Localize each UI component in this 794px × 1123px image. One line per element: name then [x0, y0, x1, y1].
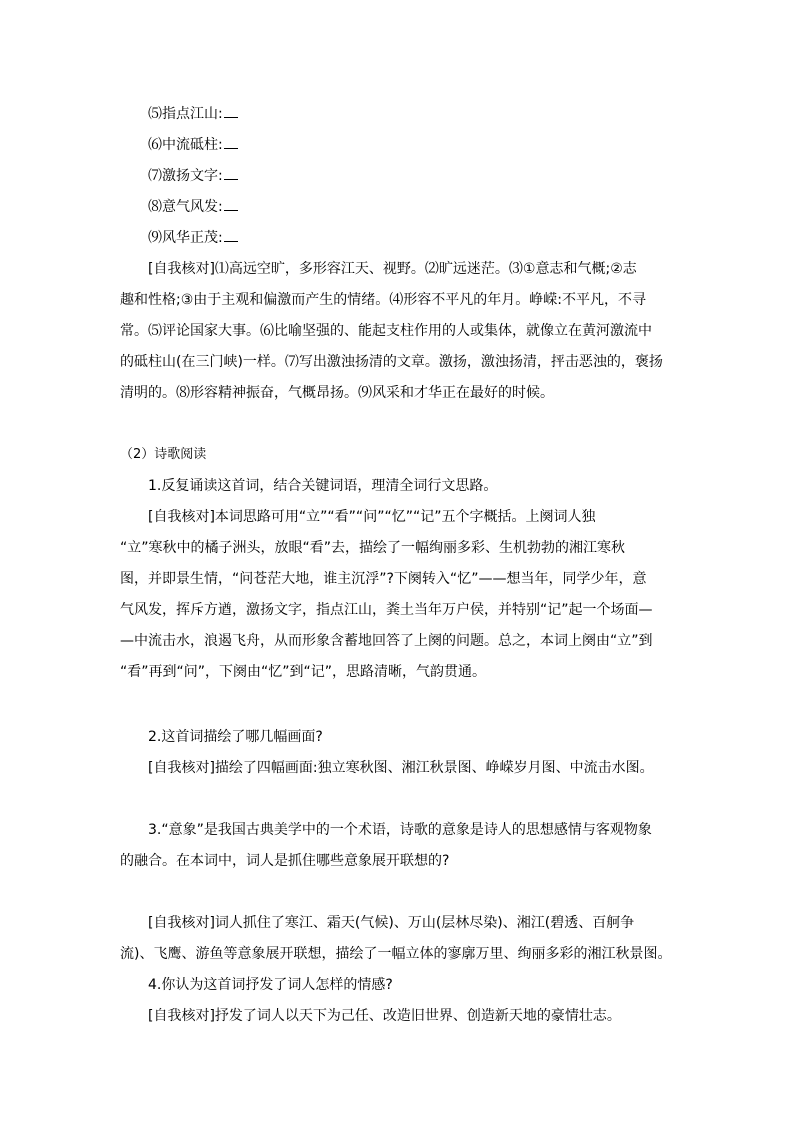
- answer-line: “看”再到“问”，下阕由“忆”到“记”，思路清晰，气韵贯通。: [120, 664, 487, 680]
- answer-line: 图，并即景生情，“问苍茫大地，谁主沉浮”?下阕转入“忆”——想当年，同学少年，意: [120, 571, 647, 587]
- answer-line: 常。⑸评论国家大事。⑹比喻坚强的、能起支柱作用的人或集体，就像立在黄河激流中: [120, 323, 652, 339]
- answer-line: 流)、飞鹰、游鱼等意象展开联想，描绘了一幅立体的寥廓万里、绚丽多彩的湘江秋景图。: [120, 946, 672, 962]
- vocab-item: ⑻意气风发:: [148, 197, 238, 217]
- answer-line: [自我核对]抒发了词人以天下为己任、改造旧世界、创造新天地的豪情壮志。: [148, 1008, 621, 1024]
- answer-line: “立”寒秋中的橘子洲头，放眼“看”去，描绘了一幅绚丽多彩、生机勃勃的湘江寒秋: [120, 540, 626, 556]
- answer-line: —中流击水，浪遏飞舟，从而形象含蓄地回答了上阕的问题。总之，本词上阕由“立”到: [120, 633, 653, 649]
- vocab-item: ⑸指点江山:: [148, 104, 238, 124]
- question-text: 1.反复诵读这首词，结合关键词语，理清全词行文思路。: [148, 478, 498, 494]
- answer-line: [自我核对]本词思路可用“立”“看”“问”“忆”“记”五个字概括。上阕词人独: [148, 509, 596, 525]
- answer-line: [自我核对]词人抓住了寒江、霜天(气候)、万山(层林尽染)、湘江(碧透、百舸争: [148, 915, 635, 931]
- question-text: 2.这首词描绘了哪几幅画面?: [148, 729, 323, 745]
- vocab-item: ⑹中流砥柱:: [148, 135, 238, 155]
- answer-line: [自我核对]⑴高远空旷，多形容江天、视野。⑵旷远迷茫。⑶①意志和气概;②志: [148, 261, 637, 277]
- answer-blank: [224, 198, 238, 211]
- answer-blank: [224, 105, 238, 118]
- question-text: 4.你认为这首词抒发了词人怎样的情感?: [148, 977, 393, 993]
- question-text: 的融合。在本词中，词人是抓住哪些意象展开联想的?: [120, 853, 450, 869]
- answer-blank: [224, 229, 238, 242]
- answer-blank: [224, 136, 238, 149]
- answer-line: 清明的。⑻形容精神振奋，气概昂扬。⑼风采和才华正在最好的时候。: [120, 385, 554, 401]
- vocab-item: ⑺激扬文字:: [148, 166, 238, 186]
- answer-line: 趣和性格;③由于主观和偏激而产生的情绪。⑷形容不平凡的年月。峥嵘:不平凡，不寻: [120, 292, 646, 308]
- question-text: 3.“意象”是我国古典美学中的一个术语，诗歌的意象是诗人的思想感情与客观物象: [148, 822, 652, 838]
- answer-line: 气风发，挥斥方遒，激扬文字，指点江山，粪土当年万户侯，并特别“记”起一个场面—: [120, 602, 653, 618]
- section-title: （2）诗歌阅读: [120, 447, 207, 462]
- answer-blank: [224, 167, 238, 180]
- vocab-item: ⑼风华正茂:: [148, 228, 238, 248]
- answer-line: 的砥柱山(在三门峡)一样。⑺写出激浊扬清的文章。激扬，激浊扬清，抨击恶浊的，褒扬: [120, 354, 663, 370]
- answer-line: [自我核对]描绘了四幅画面:独立寒秋图、湘江秋景图、峥嵘岁月图、中流击水图。: [148, 760, 654, 776]
